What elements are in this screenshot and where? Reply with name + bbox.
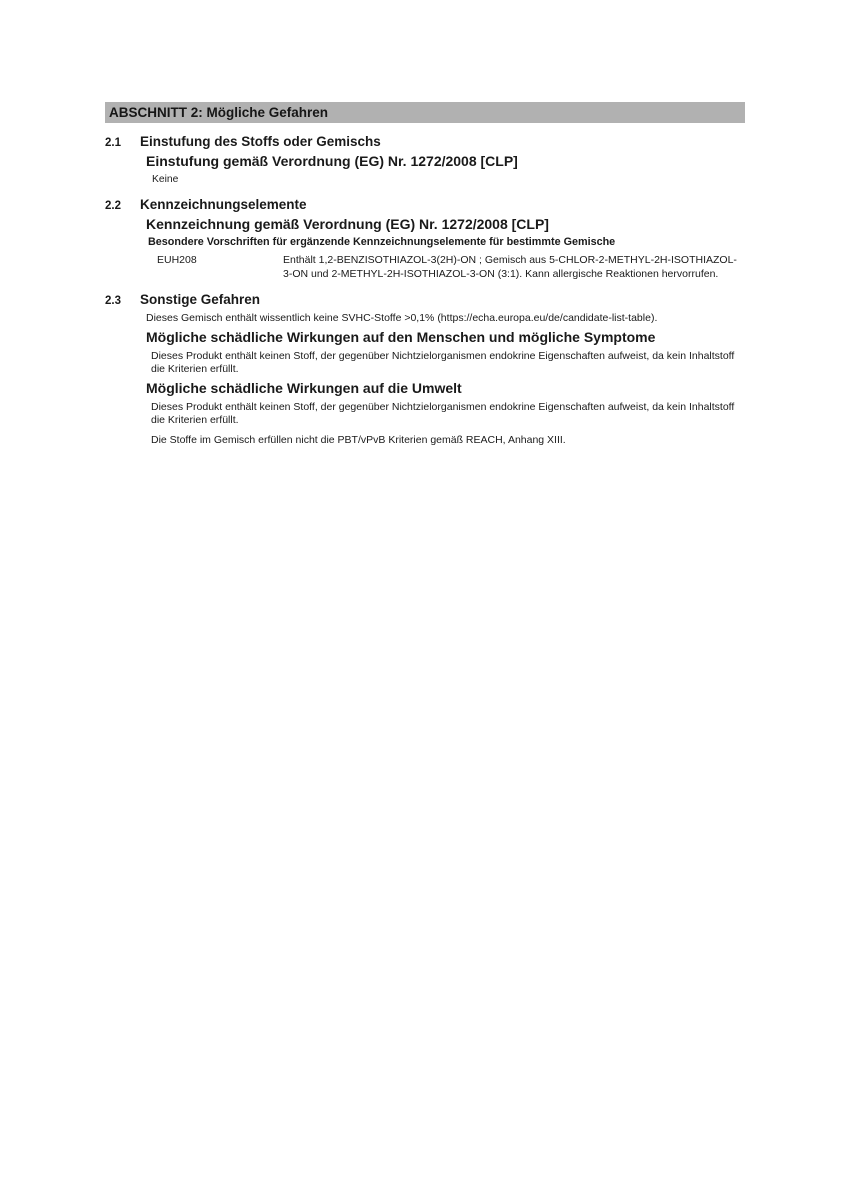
human-effects-text: Dieses Produkt enthält keinen Stoff, der gegenüber Nichtzielorganismen endokrine Eigenschaften aufweist, da kein Inhaltstoff die Kriterien erfüllt. bbox=[151, 349, 735, 375]
euh208-code: EUH208 bbox=[157, 254, 197, 266]
classification-value: Keine bbox=[152, 174, 179, 185]
section-2-3-heading bbox=[105, 291, 745, 308]
section-2-2-title: Kennzeichnungselemente bbox=[140, 197, 307, 212]
section-2-1 bbox=[105, 133, 745, 186]
human-effects-heading: Mögliche schädliche Wirkungen auf den Menschen und mögliche Symptome bbox=[146, 328, 656, 345]
environment-effects-text: Dieses Produkt enthält keinen Stoff, der gegenüber Nichtzielorganismen endokrine Eigenschaften aufweist, da kein Inhaltstoff die Kriterien erfüllt. bbox=[151, 400, 735, 426]
section-2-1-title: Einstufung des Stoffs oder Gemischs bbox=[140, 134, 381, 149]
sds-page bbox=[105, 102, 745, 447]
special-provisions-heading: Besondere Vorschriften für ergänzende Kennzeichnungselemente für bestimmte Gemische bbox=[148, 236, 616, 248]
clp-labelling-heading: Kennzeichnung gemäß Verordnung (EG) Nr. 1272/2008 [CLP] bbox=[146, 216, 549, 232]
environment-effects-heading: Mögliche schädliche Wirkungen auf die Umwelt bbox=[146, 379, 462, 396]
section-2-1-number: 2.1 bbox=[105, 137, 121, 149]
section-2-1-heading bbox=[105, 133, 745, 150]
section-2-3 bbox=[105, 291, 745, 447]
section-2-3-title: Sonstige Gefahren bbox=[140, 292, 261, 307]
pbt-statement: Die Stoffe im Gemisch erfüllen nicht die PBT/vPvB Kriterien gemäß REACH, Anhang XIII. bbox=[151, 433, 566, 446]
section-2-3-number: 2.3 bbox=[105, 295, 121, 307]
section-header-bar: ABSCHNITT 2: Mögliche Gefahren bbox=[105, 102, 745, 123]
clp-classification-heading: Einstufung gemäß Verordnung (EG) Nr. 1272/2008 [CLP] bbox=[146, 153, 518, 169]
svhc-statement: Dieses Gemisch enthält wissentlich keine SVHC-Stoffe >0,1% (https://echa.europa.eu/de/candidate-list-table). bbox=[146, 312, 658, 324]
euh208-row bbox=[157, 254, 745, 281]
euh208-statement: Enthält 1,2-BENZISOTHIAZOL-3(2H)-ON ; Gemisch aus 5-CHLOR-2-METHYL-2H-ISOTHIAZOL-3-ON und 2-METHYL-2H-ISOTHIAZOL-3-ON (3:1). Kann allergische Reaktionen hervorrufen. bbox=[283, 254, 737, 280]
section-2-2-number: 2.2 bbox=[105, 200, 121, 212]
section-2-2-heading bbox=[105, 196, 745, 213]
section-2-2 bbox=[105, 196, 745, 281]
